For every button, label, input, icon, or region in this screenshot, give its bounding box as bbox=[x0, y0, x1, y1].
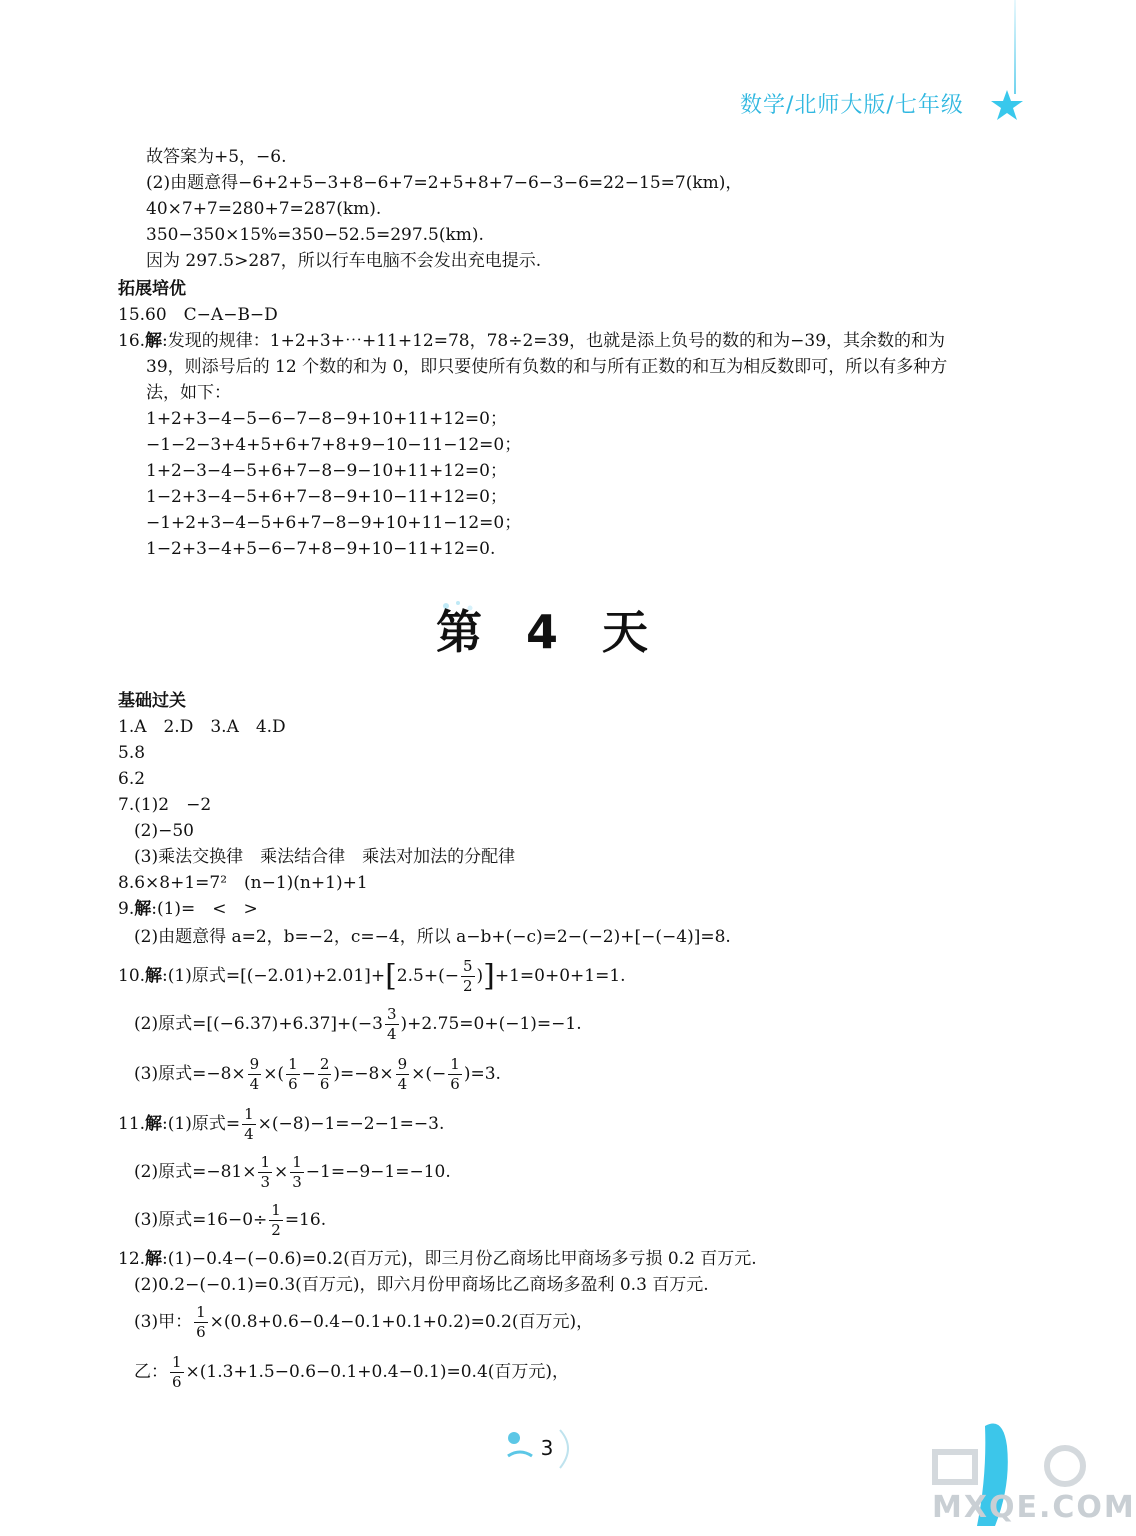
page-number: 3 bbox=[540, 1436, 554, 1460]
text-line: 因为 297.5>287，所以行车电脑不会发出充电提示. bbox=[146, 251, 542, 271]
answer-q10-3: (3)原式=−8× $\frac{9}{4}$ ×( $\frac{1}{6}$ − $\frac{2}{6}$ )=−8× $\frac{9}{4}$ ×(− $\frac{1}{6}$ )=3. bbox=[134, 1055, 501, 1093]
text-line: 故答案为+5，−6. bbox=[146, 147, 287, 167]
star-icon bbox=[990, 88, 1024, 122]
section-heading-basic: 基础过关 bbox=[118, 691, 186, 711]
answer-q7-3: (3)乘法交换律 乘法结合律 乘法对加法的分配律 bbox=[134, 847, 516, 867]
section-heading-expand: 拓展培优 bbox=[118, 279, 186, 299]
answer-q11-1: 11.解:(1)原式= $\frac{1}{4}$ ×(−8)−1=−2−1=−3. bbox=[118, 1105, 445, 1143]
answer-q7-1: 7.(1)2 −2 bbox=[118, 795, 212, 815]
watermark-text: MXQE.COM bbox=[932, 1490, 1136, 1525]
equation-line: −1+2+3−4−5+6+7−8−9+10+11−12=0； bbox=[146, 513, 522, 533]
answer-q1-4: 1.A 2.D 3.A 4.D bbox=[118, 717, 286, 737]
book-subject-header: 数学/北师大版/七年级 bbox=[740, 93, 964, 118]
answer-q12-4: 乙： $\frac{1}{6}$ ×(1.3+1.5−0.6−0.1+0.4−0.1)=0.4(百万元)， bbox=[134, 1353, 570, 1391]
equation-line: −1−2−3+4+5+6+7+8+9−10−11−12=0； bbox=[146, 435, 522, 455]
answer-q16-line3: 法，如下： bbox=[146, 383, 231, 403]
answer-q5: 5.8 bbox=[118, 743, 146, 763]
equation-line: 1+2−3−4−5+6+7−8−9−10+11+12=0； bbox=[146, 461, 507, 481]
answer-q10-1: 10.解:(1)原式=[(−2.01)+2.01]+[2.5+(− $\frac{5}{2}$ )]+1=0+0+1=1. bbox=[118, 957, 626, 995]
answer-q9-1: 9.解:(1)= < > bbox=[118, 899, 258, 919]
equation-line: 1+2+3−4−5−6−7−8−9+10+11+12=0； bbox=[146, 409, 507, 429]
answer-q12-3: (3)甲： $\frac{1}{6}$ ×(0.8+0.6−0.4−0.1+0.1+0.2)=0.2(百万元)， bbox=[134, 1303, 594, 1341]
answer-q12-2: (2)0.2−(−0.1)=0.3(百万元)，即六月份甲商场比乙商场多盈利 0.3 百万元. bbox=[134, 1275, 709, 1295]
answer-q15: 15.60 C−A−B−D bbox=[118, 305, 278, 325]
answer-q11-2: (2)原式=−81× $\frac{1}{3}$ × $\frac{1}{3}$ −1=−9−1=−10. bbox=[134, 1153, 451, 1191]
answer-q12-1: 12.解:(1)−0.4−(−0.6)=0.2(百万元)，即三月份乙商场比甲商场多亏损 0.2 百万元. bbox=[118, 1249, 757, 1269]
equation-line: 1−2+3−4+5−6−7+8−9+10−11+12=0. bbox=[146, 539, 496, 559]
answer-q11-3: (3)原式=16−0÷ $\frac{1}{2}$ =16. bbox=[134, 1201, 327, 1239]
text-line: 40×7+7=280+7=287(km). bbox=[146, 199, 382, 219]
answer-q16-line2: 39，则添号后的 12 个数的和为 0，即只要使所有负数的和与所有正数的和互为相反数即可，所以有多种方 bbox=[146, 357, 948, 377]
answer-q6: 6.2 bbox=[118, 769, 146, 789]
answer-q9-2: (2)由题意得 a=2，b=−2，c=−4，所以 a−b+(−c)=2−(−2)+[−(−4)]=8. bbox=[134, 927, 731, 947]
header-decoration-line bbox=[1014, 0, 1016, 94]
text-line: 350−350×15%=350−52.5=297.5(km). bbox=[146, 225, 484, 245]
answer-q7-2: (2)−50 bbox=[134, 821, 194, 841]
answer-q16-line1: 16.解:发现的规律：1+2+3+⋯+11+12=78，78÷2=39，也就是添上负号的数的和为−39，其余数的和为 bbox=[118, 331, 946, 351]
text-line: (2)由题意得−6+2+5−3+8−6+7=2+5+8+7−6−3−6=22−15=7(km)， bbox=[146, 173, 743, 193]
day-title: 第 4 天 bbox=[435, 605, 663, 659]
answer-q10-2: (2)原式=[(−6.37)+6.37]+(−3 $\frac{3}{4}$ )+2.75=0+(−1)=−1. bbox=[134, 1005, 582, 1043]
equation-line: 1−2+3−4−5+6+7−8−9+10−11+12=0； bbox=[146, 487, 507, 507]
answer-q8: 8.6×8+1=7² (n−1)(n+1)+1 bbox=[118, 873, 368, 893]
